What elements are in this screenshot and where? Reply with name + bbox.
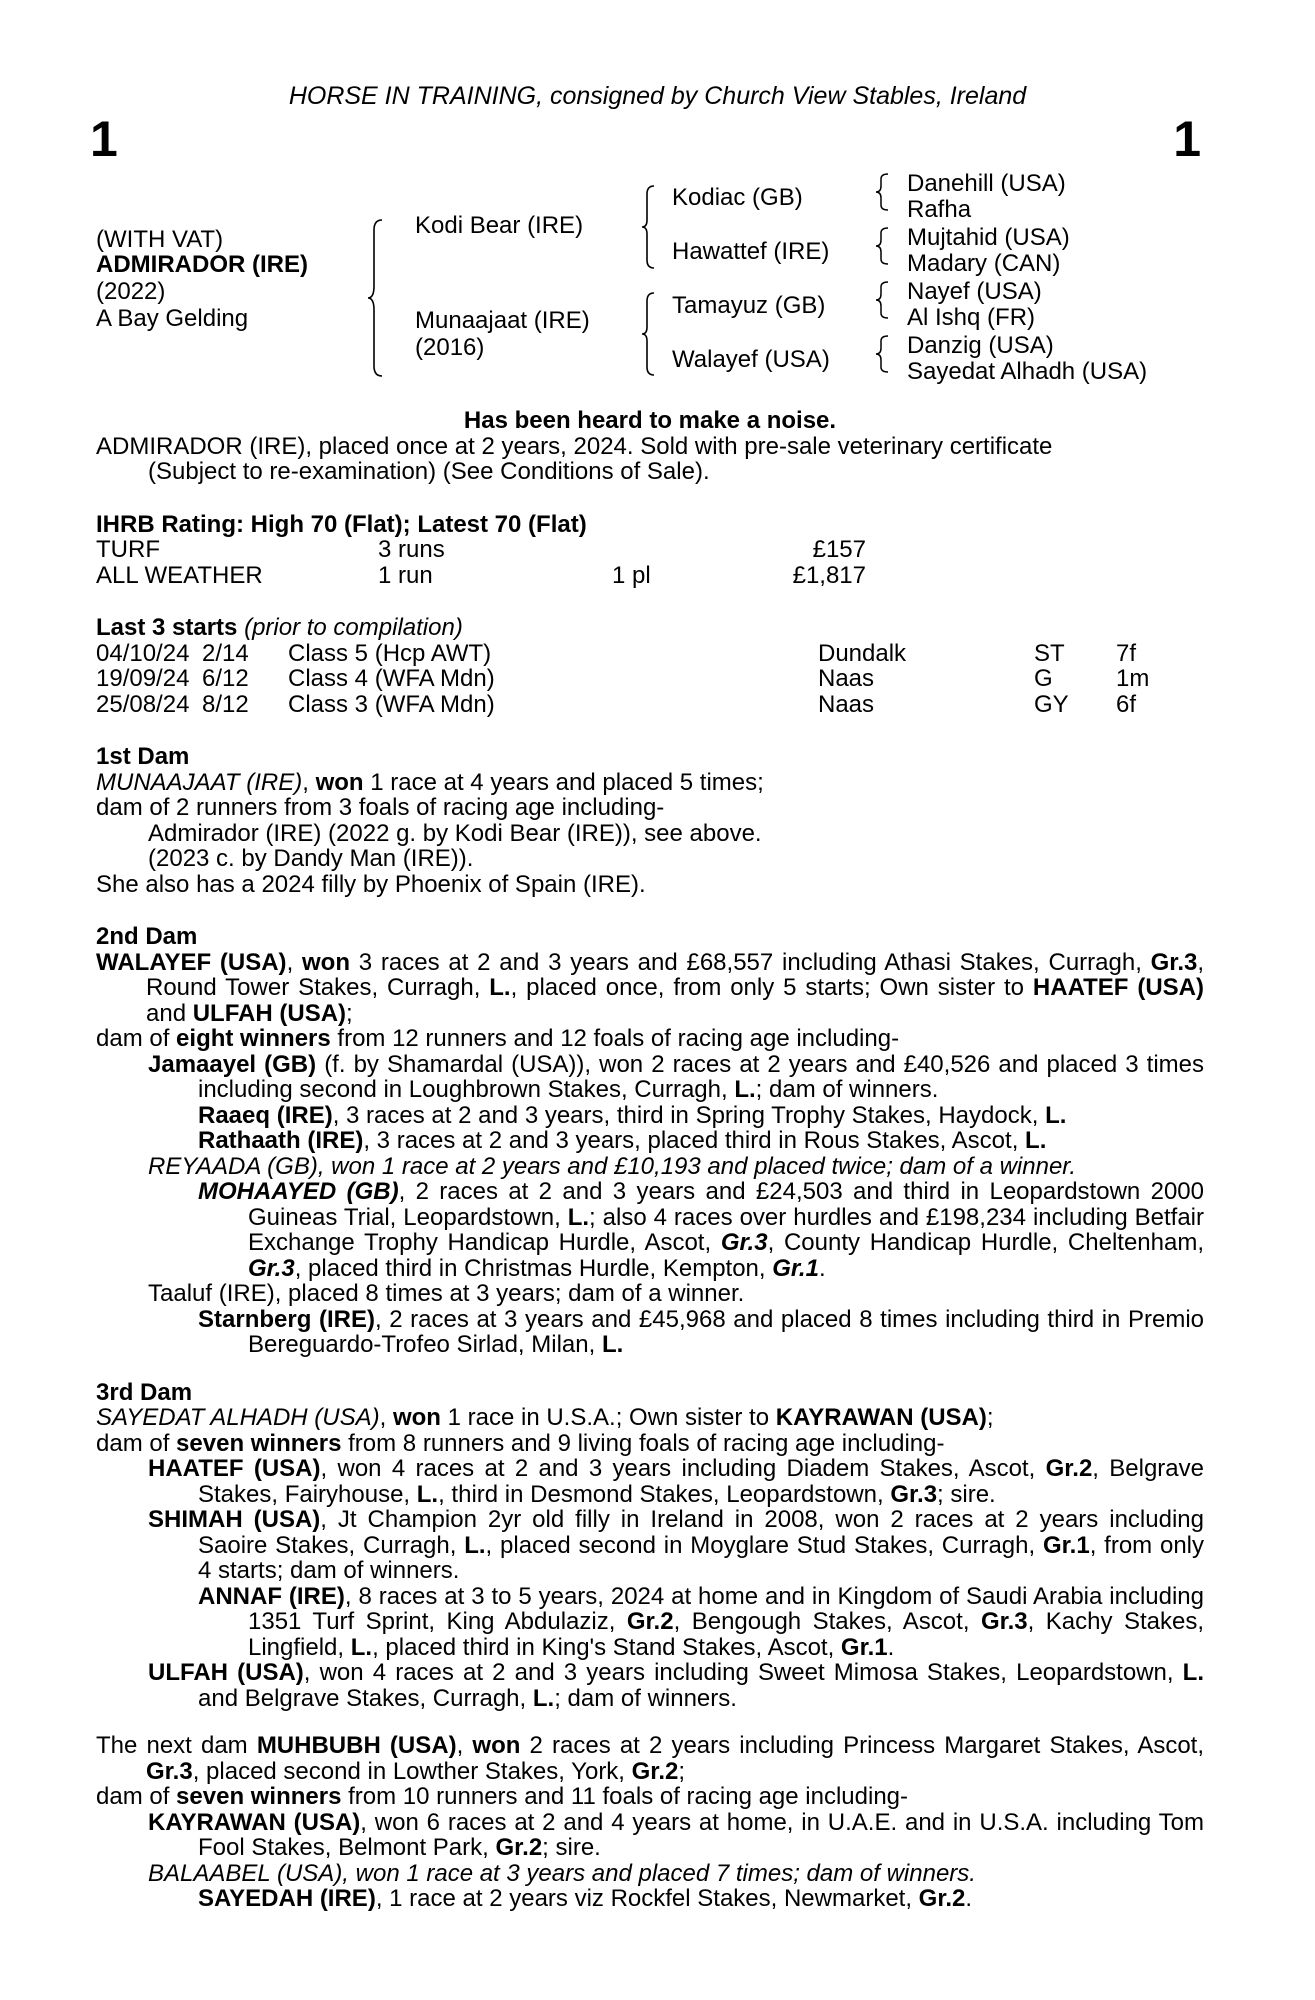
great-granddam-2: Madary (CAN)	[907, 250, 1061, 277]
dam3-para-2: dam of seven winners from 8 runners and 9 living foals of racing age including-	[96, 1429, 945, 1457]
start-race: Class 4 (WFA Mdn)	[288, 665, 495, 692]
start-going: ST	[1034, 639, 1065, 667]
sire-sire: Kodiac (GB)	[672, 184, 803, 211]
next-dam-para-5: SAYEDAH (IRE), 1 race at 2 years viz Rockfel Stakes, Newmarket, Gr.2.	[198, 1885, 973, 1912]
dam-name: Munaajaat (IRE)	[415, 307, 590, 334]
dam3-para-4: SHIMAH (USA), Jt Champion 2yr old filly in Ireland in 2008, won 2 races at 2 years including Saoire Stakes, Curragh, L., placed second in Moyglare Stud Stakes, Curragh, Gr.1, from only 4 starts; dam of winners.	[148, 1506, 1205, 1584]
summary-line: ADMIRADOR (IRE), placed once at 2 years, 2024. Sold with pre-sale veterinary certificate	[96, 432, 1053, 460]
rating-prize: £157	[812, 536, 866, 563]
start-race: Class 3 (WFA Mdn)	[288, 690, 495, 718]
pedigree-brace-g2	[874, 226, 892, 266]
rating-runs: 3 runs	[378, 536, 445, 563]
rating-surface: TURF	[96, 536, 160, 563]
great-granddam-3: Al Ishq (FR)	[907, 304, 1036, 331]
dam2-para-6: REYAADA (GB), won 1 race at 2 years and £10,193 and placed twice; dam of a winner.	[148, 1152, 1077, 1180]
pedigree-brace-dam	[640, 291, 658, 377]
dam2-para-1: WALAYEF (USA), won 3 races at 2 and 3 years and £68,557 including Athasi Stakes, Curragh, Gr.3, Round Tower Stakes, Curragh, L., placed once, from only 5 starts; Own sister to HAATEF (USA) and ULFAH (USA);	[96, 948, 1205, 1027]
start-row-2	[96, 666, 1204, 692]
dam2-para-4: Raaeq (IRE), 3 races at 2 and 3 years, third in Spring Trophy Stakes, Haydock, L.	[198, 1101, 1067, 1129]
great-grandsire-4: Danzig (USA)	[907, 332, 1054, 359]
dam3-para-1: SAYEDAT ALHADH (USA), won 1 race in U.S.A.; Own sister to KAYRAWAN (USA);	[96, 1404, 994, 1431]
last-starts-title: Last 3 starts (prior to compilation)	[96, 614, 463, 641]
start-distance: 7f	[1116, 639, 1137, 667]
pedigree-brace-g3	[874, 280, 892, 320]
pedigree-brace-main	[366, 218, 386, 378]
rating-placed: 1 pl	[612, 561, 651, 589]
dam1-line-1: MUNAAJAAT (IRE), won 1 race at 4 years and placed 5 times;	[96, 768, 764, 796]
ratings-row-aw	[96, 563, 1204, 589]
dam-sire: Tamayuz (GB)	[672, 292, 826, 319]
dam2-para-2: dam of eight winners from 12 runners and 12 foals of racing age including-	[96, 1025, 900, 1052]
horse-year: (2022)	[96, 278, 166, 305]
rating-runs: 1 run	[378, 561, 433, 589]
noise-notice: Has been heard to make a noise.	[463, 407, 837, 434]
horse-name: ADMIRADOR (IRE)	[96, 251, 308, 278]
dam2-para-9: Starnberg (IRE), 2 races at 3 years and £45,968 and placed 8 times including third in Premio Bereguardo-Trofeo Sirlad, Milan, L.	[198, 1305, 1204, 1358]
dam2-para-8: Taaluf (IRE), placed 8 times at 3 years; dam of a winner.	[148, 1280, 745, 1307]
dam2-para-7: MOHAAYED (GB), 2 races at 2 and 3 years and £24,503 and third in Leopardstown 2000 Guineas Trial, Leopardstown, L.; also 4 races over hurdles and £198,234 including Betfair Exchange Trophy Handicap Hurdle, Ascot, Gr.3, County Handicap Hurdle, Cheltenham, Gr.3, placed third in Christmas Hurdle, Kempton, Gr.1.	[198, 1178, 1205, 1282]
start-row-1	[96, 641, 1204, 667]
sire-name: Kodi Bear (IRE)	[415, 212, 584, 239]
dam1-line-2: dam of 2 runners from 3 foals of racing age including-	[96, 794, 665, 821]
next-dam-para-4: BALAABEL (USA), won 1 race at 3 years and placed 7 times; dam of winners.	[148, 1859, 976, 1887]
great-granddam-4: Sayedat Alhadh (USA)	[907, 358, 1148, 385]
dam3-title: 3rd Dam	[96, 1378, 193, 1406]
start-date: 19/09/24	[96, 665, 190, 692]
start-date: 25/08/24	[96, 690, 190, 718]
start-position: 2/14	[202, 639, 249, 667]
start-course: Naas	[818, 665, 875, 692]
dam-year: (2016)	[415, 334, 485, 361]
pedigree-brace-g1	[874, 172, 892, 212]
start-position: 6/12	[202, 665, 249, 692]
rating-surface: ALL WEATHER	[96, 561, 263, 589]
great-granddam-1: Rafha	[907, 196, 972, 223]
start-going: GY	[1034, 690, 1069, 718]
dam2-para-3: Jamaayel (GB) (f. by Shamardal (USA)), won 2 races at 2 years and £40,526 and placed 3 times including second in Loughbrown Stakes, Curragh, L.; dam of winners.	[148, 1050, 1205, 1103]
start-date: 04/10/24	[96, 639, 190, 667]
sire-dam: Hawattef (IRE)	[672, 238, 830, 265]
great-grandsire-2: Mujtahid (USA)	[907, 224, 1070, 251]
dam2-para-5: Rathaath (IRE), 3 races at 2 and 3 years, placed third in Rous Stakes, Ascot, L.	[198, 1127, 1047, 1154]
dam1-line-4: (2023 c. by Dandy Man (IRE)).	[148, 845, 474, 872]
start-race: Class 5 (Hcp AWT)	[288, 639, 492, 667]
vat-label: (WITH VAT)	[96, 226, 224, 253]
great-grandsire-1: Danehill (USA)	[907, 170, 1066, 197]
start-course: Dundalk	[818, 639, 907, 667]
dam-dam: Walayef (USA)	[672, 346, 830, 373]
start-going: G	[1034, 665, 1053, 692]
ratings-row-turf	[96, 537, 1204, 563]
page-header: HORSE IN TRAINING, consigned by Church View Stables, Ireland	[288, 82, 1027, 110]
next-dam-para-2: dam of seven winners from 10 runners and 11 foals of racing age including-	[96, 1783, 909, 1810]
lot-number-right: 1	[1173, 111, 1201, 167]
catalogue-body	[96, 408, 1204, 1912]
dam1-title: 1st Dam	[96, 743, 190, 770]
great-grandsire-3: Nayef (USA)	[907, 278, 1042, 305]
dam3-para-6: ULFAH (USA), won 4 races at 2 and 3 years including Sweet Mimosa Stakes, Leopardstown, L. and Belgrave Stakes, Curragh, L.; dam of winners.	[148, 1659, 1204, 1712]
dam2-title: 2nd Dam	[96, 923, 198, 950]
pedigree-brace-g4	[874, 334, 892, 374]
summary-line-2: (Subject to re-examination) (See Conditions of Sale).	[148, 458, 710, 485]
start-position: 8/12	[202, 690, 249, 718]
dam3-para-5: ANNAF (IRE), 8 races at 3 to 5 years, 2024 at home and in Kingdom of Saudi Arabia including 1351 Turf Sprint, King Abdulaziz, Gr.2, Bengough Stakes, Ascot, Gr.3, Kachy Stakes, Lingfield, L., placed third in King's Stand Stakes, Ascot, Gr.1.	[198, 1582, 1204, 1661]
next-dam-para-3: KAYRAWAN (USA), won 6 races at 2 and 4 years at home, in U.A.E. and in U.S.A. including Tom Fool Stakes, Belmont Park, Gr.2; sire.	[148, 1808, 1205, 1861]
start-row-3	[96, 692, 1204, 718]
start-course: Naas	[818, 690, 875, 718]
rating-prize: £1,817	[792, 561, 866, 589]
start-distance: 1m	[1116, 665, 1150, 692]
lot-number-left: 1	[90, 111, 118, 167]
next-dam-para-1: The next dam MUHBUBH (USA), won 2 races at 2 years including Princess Margaret Stakes, Ascot, Gr.3, placed second in Lowther Stakes, York, Gr.2;	[96, 1732, 1205, 1785]
dam1-line-5: She also has a 2024 filly by Phoenix of Spain (IRE).	[96, 870, 646, 898]
dam3-para-3: HAATEF (USA), won 4 races at 2 and 3 years including Diadem Stakes, Ascot, Gr.2, Belgrave Stakes, Fairyhouse, L., third in Desmond Stakes, Leopardstown, Gr.3; sire.	[148, 1455, 1204, 1508]
horse-description: A Bay Gelding	[96, 305, 249, 332]
ratings-title: IHRB Rating: High 70 (Flat); Latest 70 (Flat)	[96, 510, 587, 538]
dam1-line-3: Admirador (IRE) (2022 g. by Kodi Bear (IRE)), see above.	[148, 819, 762, 847]
start-distance: 6f	[1116, 690, 1137, 718]
pedigree-brace-sire	[640, 184, 658, 270]
